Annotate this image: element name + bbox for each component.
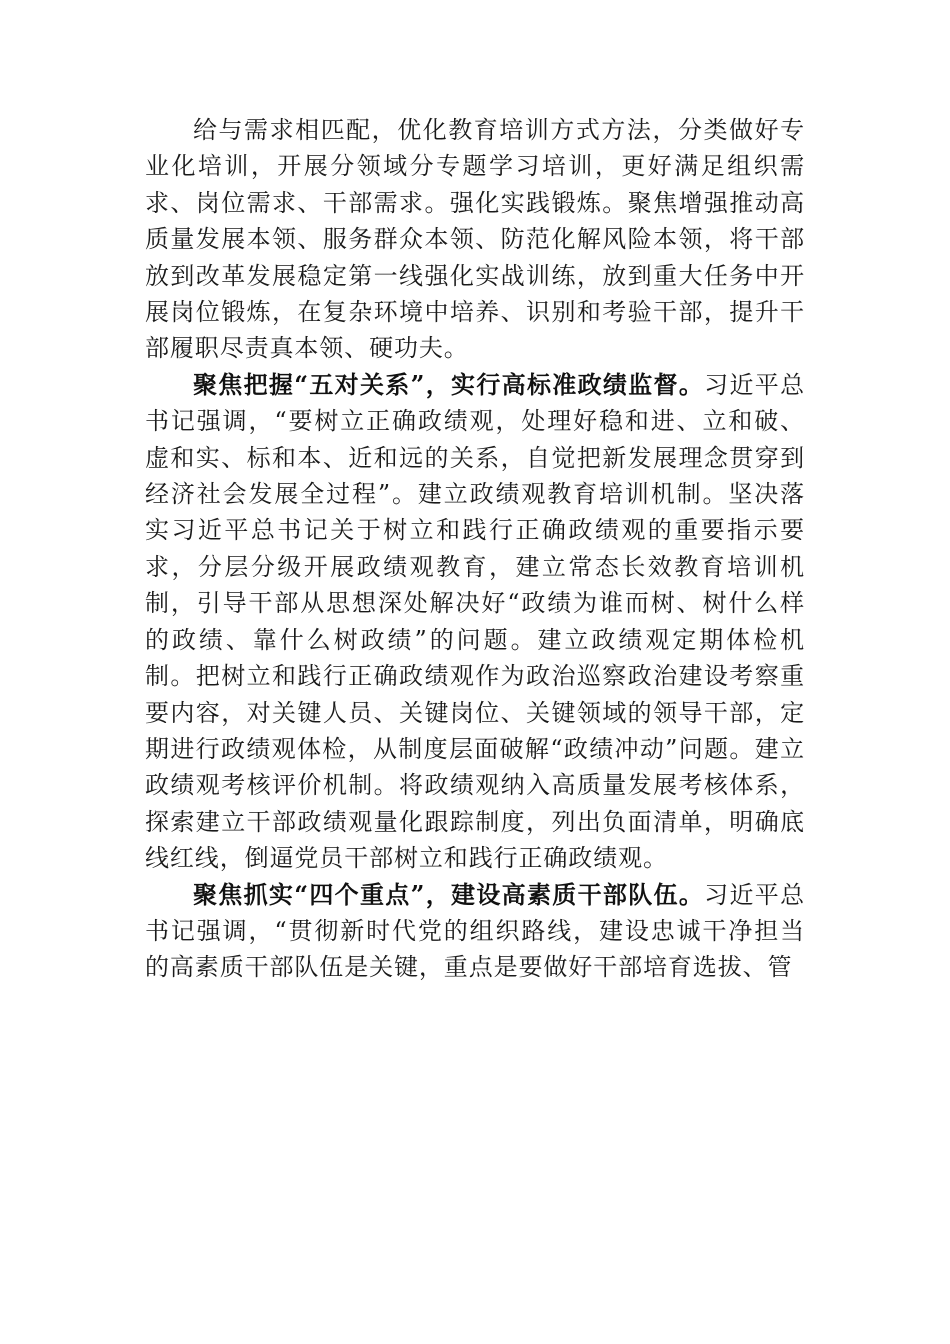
paragraph-2 [145,367,805,877]
document-body [145,112,805,986]
paragraph-3 [145,877,805,986]
paragraph-2-text: 习近平总书记强调，“要树立正确政绩观，处理好稳和进、立和破、虚和实、标和本、近和远的关系，自觉把新发展理念贯穿到经济社会发展全过程”。建立政绩观教育培训机制。坚决落实习近平总书记关于树立和践行正确政绩观的重要指示要求，分层分级开展政绩观教育，建立常态长效教育培训机制，引导干部从思想深处解决好“政绩为谁而树、树什么样的政绩、靠什么树政绩”的问题。建立政绩观定期体检机制。把树立和践行正确政绩观作为政治巡察政治建设考察重要内容，对关键人员、关键岗位、关键领域的领导干部，定期进行政绩观体检，从制度层面破解“政绩冲动”问题。建立政绩观考核评价机制。将政绩观纳入高质量发展考核体系，探索建立干部政绩观量化跟踪制度，列出负面清单，明确底线红线，倒逼党员干部树立和践行正确政绩观。 [145,370,805,873]
paragraph-3-lead: 聚焦抓实“四个重点”，建设高素质干部队伍。 [193,879,705,909]
paragraph-2-lead: 聚焦把握“五对关系”，实行高标准政绩监督。 [193,369,705,399]
paragraph-1-text: 给与需求相匹配，优化教育培训方式方法，分类做好专业化培训，开展分领域分专题学习培训，更好满足组织需求、岗位需求、干部需求。强化实践锻炼。聚焦增强推动高质量发展本领、服务群众本领、防范化解风险本领，将干部放到改革发展稳定第一线强化实战训练，放到重大任务中开展岗位锻炼，在复杂环境中培养、识别和考验干部，提升干部履职尽责真本领、硬功夫。 [145,116,805,363]
paragraph-3-text: 习近平总书记强调，“贯彻新时代党的组织路线，建设忠诚干净担当的高素质干部队伍是关键，重点是要做好干部培育选拔、管 [145,880,805,982]
paragraph-1 [145,112,805,367]
